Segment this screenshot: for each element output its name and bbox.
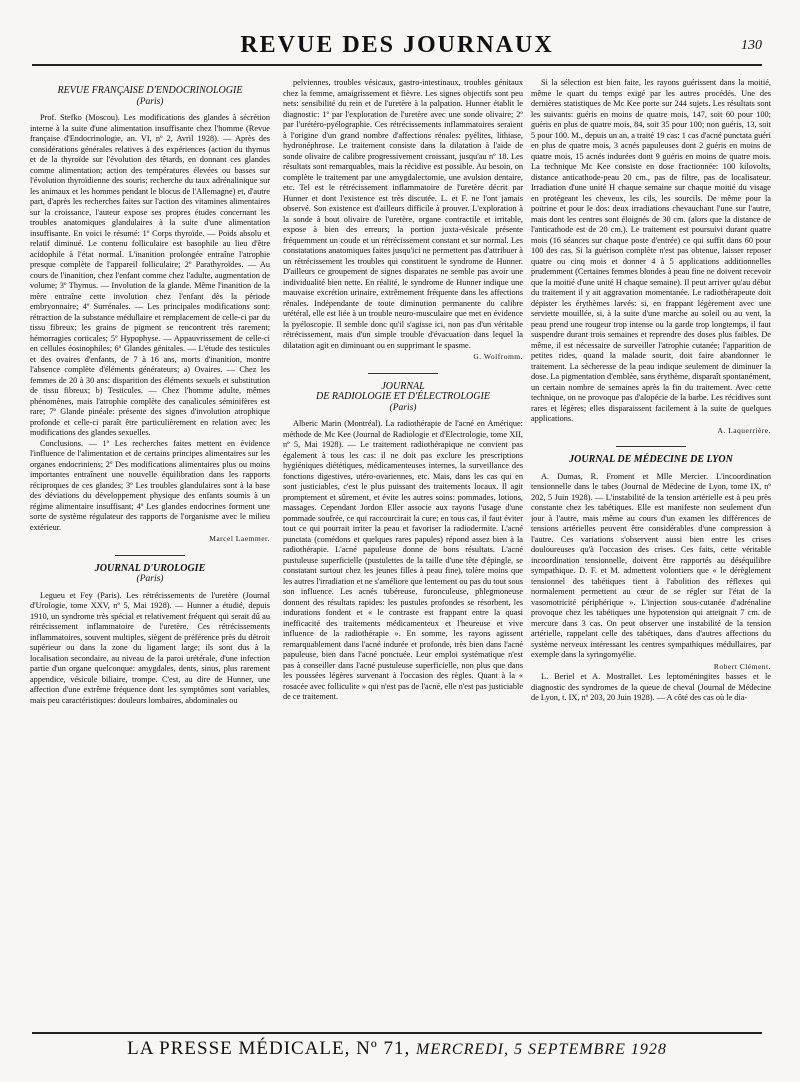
page-footer	[32, 1032, 762, 1060]
article-text: L. Beriel et A. Mostrallet. Les leptoméningites basses et le diagnostic des syndromes de la queue de cheval (Journal de Médecine de Lyon, t. IX, nº 203, 20 Juin 1928). — A côté des cas où le dia-	[531, 672, 771, 702]
page-number: 130	[741, 38, 762, 53]
divider	[368, 373, 438, 374]
section-title-urologie: JOURNAL D'UROLOGIE	[94, 562, 206, 574]
journal-title: REVUE DES JOURNAUX	[240, 32, 554, 58]
column-2	[283, 78, 523, 1028]
column-1	[30, 78, 270, 1028]
article-text: Alberic Marin (Montréal). La radiothérapie de l'acné en Amérique: méthode de Mc Kee (Journal de Radiologie et d'Electrologie, tome XII, nº 5, Mai 1928). — Le traitement radiothérapique ne convient pas également à tous les cas: il ne doit pas exclure les prescriptions hygiéniques diététiques, médicamenteuses internes, la surveillance des fonctions digestives, utéro-ovariennes, etc. Mais, dans les cas qui en sont justiciables, c'est le plus puissant des traitements locaux. Il agit promptement et sûrement, et évite les autres soins: pommades, lotions, massages. Cependant Jordon Eller associe aux rayons l'usage d'une pommade soufrée, ce qui raccourcirait la cure; en tous cas, il faut éviter tout ce qui pourrait irriter la peau et favoriser la radiodermite. L'acné punctata (comédons et quelques rares papules) répond assez bien à la radiothérapie. L'acné papuleuse donne de bons résultats. L'acné pustuleuse superficielle (pustulettes de la taille d'une tête d'épingle, se constatant surtout chez les jeunes filles à peau fine), tolère moins que les autres l'irradiation et ne s'améliore que lentement ou pas du tout sous son influence. Les acnés tubéreuse, furonculeuse, phlegmoneuse donnent des résultats rapides: les pustules profondes se résorbent, les indurations fondent et « le contraste est frappant entre la quasi inefficacité des traitements médicamenteux et l'heureuse et vive influence de la radiothérapie ». En somme, les rayons agissent remarquablement dans l'acné indurée et profonde, très bien dans l'acné papuleuse, bien dans l'acné ponctuée. Leur emploi systématique n'est pas à conseiller dans l'acné pustuleuse superficielle, non plus que dans les poussées légères survenant à l'occasion des règles. Quant à la « rosacée avec folliculite » qui n'est pas de l'acné, elle n'est pas justiciable de ce traitement.	[283, 419, 523, 701]
article-conclusions: Conclusions. — 1º Les recherches faites mettent en évidence l'influence de l'alimentation et de certains principes alimentaires sur les organes endocriniens; 2º Des modifications alimentaires plus ou moins importantes entraînent une nouvelle équilibration dans les rapports réciproques de ces glandes; 3º Les troubles glandulaires sont à la base des déviations du développement physique des enfants soumis à un régime alimentaire insuffisant; 4º Les glandes endocrines forment une sorte de système régulateur des rapports de l'organisme avec le milieu extérieur.	[30, 438, 270, 532]
article-text: Legueu et Fey (Paris). Les rétrécissements de l'uretère (Journal d'Urologie, tome XXV, nº 5, Mai 1928). — Hunner a étudié, depuis 1910, un syndrome très spécial et relativement fréquent qui serait dû au rétrécissement inflammatoire de l'uretère. Ces rétrécissements inflammatoires, souvent multiples, siègent de préférence près du détroit supérieur ou dans la zone du ligament large; ils sont dus à la localisation secondaire, au niveau de la paroi urétérale, d'une infection partie d'un organe quelconque: amygdales, dents, sinus, plus rarement appendice, vésicule biliaire, trompe. C'est, au dire de Hunner, une affection d'une extrême fréquence dont les symptômes sont variables, mais peu caractéristiques: douleurs lombaires, abdominales ou	[30, 590, 270, 705]
footer-publication: LA PRESSE MÉDICALE, Nº 71,	[127, 1038, 411, 1059]
article-signature: A. Laquerrière.	[717, 425, 771, 435]
article-signature: Robert Clément.	[713, 661, 771, 671]
column-3	[531, 78, 771, 1028]
section-title-radiologie-line2: DE RADIOLOGIE ET D'ÉLECTROLOGIE	[316, 391, 490, 402]
article-text: A. Dumas, R. Froment et Mlle Mercier. L'incoordination tensionnelle dans le tabes (Journal de Médecine de Lyon, tome IX, nº 202, 5 Juin 1928). — L'instabilité de la tension artérielle est à peu près constante chez les tabétiques. Elle est manifeste non seulement d'un jour à l'autre, mais même au cours d'un examen les différences de tensions artérielles peuvent être considérables d'une compression à l'autre. Ces variations s'observent aussi bien entre les crises douloureuses qu'à l'occasion des crises. Ces faits, cette véritable incoordination tensionnelle, doivent être rapportés au déséquilibre sympathique. D. F. et M. admettent volontiers que « le dérèglement tensionnel des tabétiques tient à l'abolition des réflexes qui normalement permettent au cœur de se régler sur l'état de la vasomotricité périphérique ». L'injection sous-cutanée d'adrénaline provoque chez les tabétiques une hypotension qui atteignait 7 cm. de mercure dans 3 cas. On peut observer une instabilité de la tension artérielle, rappelant celle des tabétiques, dans d'autres affections du système nerveux intéressant les centres sympathiques médullaires, par exemple dans la syringomyélie.	[531, 471, 771, 659]
footer-date: MERCREDI, 5 SEPTEMBRE 1928	[416, 1041, 667, 1058]
article-signature: Marcel Laemmer.	[209, 534, 270, 543]
article-text: Prof. Stefko (Moscou). Les modifications des glandes à sécrétion interne à la suite d'une alimentation insuffisante chez l'homme (Revue française d'Endocrinologie, an. VI, nº 2, Avril 1928). — Après des considérations générales relatives à des expériences (action du thymus et de la thyroïde sur l'évolution des têtards, en donnant ces glandes comme alimentation; action des températures élevées ou basses sur l'évolution thyroïdienne des souris; recherche du taux adrénalinique sur les animaux et les hommes pendant le blocus de l'Allemagne) et, d'autre part, d'après les recherches faites sur l'action des vitamines alimentaires sur la croissance, l'auteur expose ses propres études concernant les troubles anatomiques glandulaires à la suite d'une alimentation insuffisante. En voici le résumé: 1º Corps thyroïde. — Poids absolu et relatif diminué. Le contenu folliculaire est basophile au lieu d'être acidophile à l'état normal. L'inanition prolongée entraîne l'atrophie presque complète de l'appareil folliculaire; 2º Parathyroïdes. — Au cours de l'inanition, chez l'enfant comme chez l'adulte, augmentation de volume; 3º Thymus. — Involution de la glande. Même l'inanition de la mère entraîne cette involution chez l'enfant dès la période embryonnaire; 4º Surrénales. — Les principales modifications sont: rétraction de la substance médullaire et remplacement de celle-ci par du tissu fibreux; les grains de pigment se rencontrent très rarement; hémorragies corticales; 5º Hypophyse. — Appauvrissement de celle-ci en cellules éosinophiles; 6º Glandes génitales. — L'étude des testicules et des ovaires d'enfants, de 7 à 16 ans, morts d'inanition, montre l'absence complète d'éléments générateurs; a) Ovaires. — Chez les femmes de 20 à 30 ans: disparition des éléments sexuels et substitution de tissu fibreux; b) Testicules. — Chez l'homme adulte, mêmes phénomènes, mais l'atrophie complète des canalicules séminifères est rare; 7º Glande pinéale: présente des signes d'involution atrophique profonde et celle-ci paraît être particulièrement en relation avec les modifications des glandes sexuelles.	[30, 113, 270, 437]
section-location: (Paris)	[389, 402, 417, 413]
section-title-radiologie: JOURNAL	[381, 380, 425, 392]
article-text: Si la sélection est bien faite, les rayons guérissent dans la moitié, même le quart du temps exigé par les autres procédés. Une des dernières statistiques de Mc Kee porte sur 244 sujets. Les résultats sont les suivants: guéris en moins de quatre mois, 147, soit 60 pour 100; guéris en plus de quatre mois, 84, soit 35 pour 100; non guéris, 13, soit 5 pour 100. M., depuis un an, a traité 19 cas: 1 cas d'acné punctata guéri en plus de quatre mois, 3 acnés papuleuses dont 2 guéris en moins de quatre mois, 15 acnés indurées dont 9 guéris en moins de quatre mois. La technique Mc Kee consiste en dose fractionnée: 100 kilovolts, distance anticathode-peau 20 cm., pas de filtre, pas de localisateur. Irradiation d'une unité H chaque semaine sur chaque moitié du visage en protégeant les cheveux, les cils, les sourcils. De même pour la poitrine et pour le dos: deux irradiations chevauchant l'une sur l'autre, mais dont les centres sont éloignés de 30 cm. (alors que la distance de l'anticathode est de 20 cm.). Le traitement est poursuivi durant quatre mois (16 séances sur chaque poste d'entrée) ce qui suffit dans 60 pour 100 des cas. Si la guérison complète n'est pas obtenue, laisser reposer quatre ou cinq mois et donner 4 à 5 applications additionnelles prudemment (Certaines femmes blondes à peau fine ne doivent recevoir que la moitié d'une unité H chaque semaine). Il peut arriver qu'au début du traitement il y ait aggravation momentanée. Le radiothérapeute doit dépister les érythèmes larvés: si, en frappant légèrement avec une serviette mouillée, si, à la suite d'une marche au soleil ou au vent, la peau prend une rougeur trop intense ou la garde trop longtemps, il faut suspendre durant trois semaines et reprendre des doses plus faibles. De même, il est nécessaire de surveiller l'atrophie cutanée; l'apparition de petites rides, quand la malade sourit, doit faire abandonner le traitement. La sécheresse de la peau indique seulement de diminuer la dose. La pigmentation d'emblée, sans érythème, disparaît spontanément, un certain nombre de semaines après la fin du traitement. Avec cette technique, on ne provoque pas d'alopécie de la barbe. Les récidives sont rares et légères; elles disparaissent facilement à la suite de quelques applications.	[531, 78, 771, 423]
article-text: pelviennes, troubles vésicaux, gastro-intestinaux, troubles génitaux chez la femme, amaigrissement et fièvre. Les signes objectifs sont peu nets: sensibilité du rein et de l'uretère à la palpation. Hunner établit le diagnostic: 1º par l'exploration de l'uretère avec une sonde olivaire; 2º par l'urétéro-pyélographie. Ces rétrécissements inflammatoires seraient à l'origine d'un grand nombre d'affections rénales: pyélites, lithiase, hydronéphrose. Le traitement consiste dans la dilatation à l'aide de sonde olivaire de calibre progressivement croissant, jusqu'au nº 18. Les résultats sont remarquables, mais la récidive est possible. Au besoin, on complète le traitement par une amygdalectomie, une avulsion dentaire, etc. Tel est le rétrécissement inflammatoire de l'uretère décrit par Hunner et dont l'existence est très discutée. L. et F. ne l'ont jamais observé. Son existence est d'ailleurs difficile à prouver. L'exploration à la sonde à bout olivaire de l'uretère, organe contractile et irritable, expose à bien des erreurs; la portion juxta-vésicale présente fréquemment un coude et un rétrécissement constant et sur normal. Les constatations anatomiques faites jusqu'ici ne permettent pas d'attribuer à un rétrécissement les troubles qui constituent le syndrome de Hunner. D'ailleurs ce groupement de signes disparates ne semble pas avoir une individualité bien nette. En réalité, le syndrome de Hunner indique une mauvaise excrétion urinaire, extrêmement fréquente dans les affections rénales. Indépendante de toute diminution permanente du calibre urétéral, elle est liée à un trouble neuro-musculaire que met en évidence la pyéloscopie. Il semble donc qu'il s'agisse ici, non pas d'un véritable rétrécissement, mais d'un simple trouble d'évacuation dans lequel la dilatation agit en diminuant ou en supprimant le spasme.	[283, 78, 523, 350]
section-location: (Paris)	[136, 96, 164, 107]
divider	[115, 555, 185, 556]
section-title-medecine-lyon: JOURNAL DE MÉDECINE DE LYON	[569, 454, 733, 465]
divider	[616, 446, 686, 447]
masthead	[32, 30, 762, 66]
section-location: (Paris)	[136, 574, 164, 584]
article-signature: G. Wolfromm.	[473, 352, 523, 361]
section-title-endocrinologie: REVUE FRANÇAISE D'ENDOCRINOLOGIE	[57, 85, 243, 96]
